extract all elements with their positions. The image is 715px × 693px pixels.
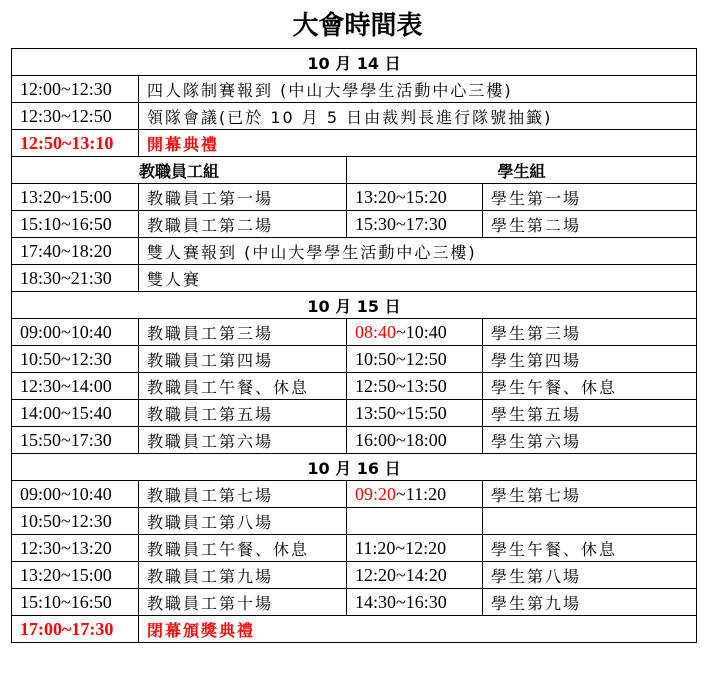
table-row (12, 130, 697, 157)
student-time-cell: 13:20~15:20 (347, 184, 483, 211)
table-row (12, 562, 697, 589)
staff-time-cell: 12:30~13:20 (12, 535, 139, 562)
student-event-cell: 學生第五場 (483, 400, 697, 427)
event-cell: 雙人賽報到 (中山大學學生活動中心三樓) (139, 238, 697, 265)
staff-event-cell: 教職員工第一場 (139, 184, 347, 211)
student-event-cell: 學生第四場 (483, 346, 697, 373)
table-row (12, 346, 697, 373)
student-time-cell: 12:50~13:50 (347, 373, 483, 400)
time-cell: 12:30~12:50 (12, 103, 139, 130)
table-row (12, 616, 697, 643)
student-group-header: 學生組 (347, 157, 697, 184)
table-row (12, 400, 697, 427)
table-row (12, 481, 697, 508)
student-time-cell: 13:50~15:50 (347, 400, 483, 427)
time-cell: 17:40~18:20 (12, 238, 139, 265)
time-cell: 18:30~21:30 (12, 265, 139, 292)
staff-event-cell: 教職員工午餐、休息 (139, 535, 347, 562)
staff-event-cell: 教職員工第三場 (139, 319, 347, 346)
table-row (12, 211, 697, 238)
table-row (12, 184, 697, 211)
student-event-cell: 學生第二場 (483, 211, 697, 238)
student-time-cell: 10:50~12:50 (347, 346, 483, 373)
student-event-cell: 學生第八場 (483, 562, 697, 589)
staff-time-cell: 15:10~16:50 (12, 211, 139, 238)
day-header-row (12, 49, 697, 76)
page-title: 大會時間表 (292, 11, 423, 41)
staff-time-cell: 15:10~16:50 (12, 589, 139, 616)
staff-time-cell: 10:50~12:30 (12, 508, 139, 535)
table-row (12, 427, 697, 454)
changed-start-time: 08:40 (355, 321, 397, 342)
student-time-cell: 16:00~18:00 (347, 427, 483, 454)
table-row (12, 589, 697, 616)
student-time-cell (347, 481, 483, 508)
end-time: ~10:40 (396, 321, 447, 342)
staff-event-cell: 教職員工第五場 (139, 400, 347, 427)
end-time: ~11:20 (396, 483, 447, 504)
student-event-cell: 學生午餐、休息 (483, 535, 697, 562)
staff-time-cell: 13:20~15:00 (12, 562, 139, 589)
event-cell: 四人隊制賽報到 (中山大學學生活動中心三樓) (139, 76, 697, 103)
student-time-cell: 11:20~12:20 (347, 535, 483, 562)
staff-event-cell: 教職員工午餐、休息 (139, 373, 347, 400)
table-row (12, 508, 697, 535)
student-event-cell (483, 508, 697, 535)
staff-group-header: 教職員工組 (12, 157, 347, 184)
staff-time-cell: 12:30~14:00 (12, 373, 139, 400)
staff-time-cell: 09:00~10:40 (12, 319, 139, 346)
student-event-cell: 學生第七場 (483, 481, 697, 508)
staff-time-cell: 14:00~15:40 (12, 400, 139, 427)
staff-time-cell: 09:00~10:40 (12, 481, 139, 508)
staff-time-cell: 10:50~12:30 (12, 346, 139, 373)
day-header: 10 月 16 日 (12, 454, 697, 481)
table-row (12, 319, 697, 346)
event-cell: 領隊會議(已於 10 月 5 日由裁判長進行隊號抽籤) (139, 103, 697, 130)
student-event-cell: 學生午餐、休息 (483, 373, 697, 400)
student-time-cell: 14:30~16:30 (347, 589, 483, 616)
group-header-row (12, 157, 697, 184)
table-row (12, 265, 697, 292)
student-time-cell (347, 508, 483, 535)
staff-event-cell: 教職員工第六場 (139, 427, 347, 454)
opening-event-cell: 開幕典禮 (139, 130, 697, 157)
student-event-cell: 學生第九場 (483, 589, 697, 616)
day-header-row (12, 292, 697, 319)
student-time-cell: 15:30~17:30 (347, 211, 483, 238)
staff-event-cell: 教職員工第二場 (139, 211, 347, 238)
student-time-cell: 12:20~14:20 (347, 562, 483, 589)
student-time-cell (347, 319, 483, 346)
staff-event-cell: 教職員工第七場 (139, 481, 347, 508)
staff-time-cell: 15:50~17:30 (12, 427, 139, 454)
table-row (12, 238, 697, 265)
student-event-cell: 學生第一場 (483, 184, 697, 211)
day-header: 10 月 15 日 (12, 292, 697, 319)
staff-event-cell: 教職員工第八場 (139, 508, 347, 535)
staff-event-cell: 教職員工第四場 (139, 346, 347, 373)
table-row (12, 373, 697, 400)
student-event-cell: 學生第六場 (483, 427, 697, 454)
day-header-row (12, 454, 697, 481)
changed-start-time: 09:20 (355, 483, 397, 504)
closing-event-cell: 閉幕頒獎典禮 (139, 616, 697, 643)
time-cell: 12:00~12:30 (12, 76, 139, 103)
table-row (12, 103, 697, 130)
staff-event-cell: 教職員工第九場 (139, 562, 347, 589)
table-row (12, 76, 697, 103)
table-row (12, 535, 697, 562)
schedule-table (11, 48, 697, 643)
closing-time-cell: 17:00~17:30 (12, 616, 139, 643)
event-cell: 雙人賽 (139, 265, 697, 292)
student-event-cell: 學生第三場 (483, 319, 697, 346)
day-header: 10 月 14 日 (12, 49, 697, 76)
staff-time-cell: 13:20~15:00 (12, 184, 139, 211)
opening-time-cell: 12:50~13:10 (12, 130, 139, 157)
staff-event-cell: 教職員工第十場 (139, 589, 347, 616)
